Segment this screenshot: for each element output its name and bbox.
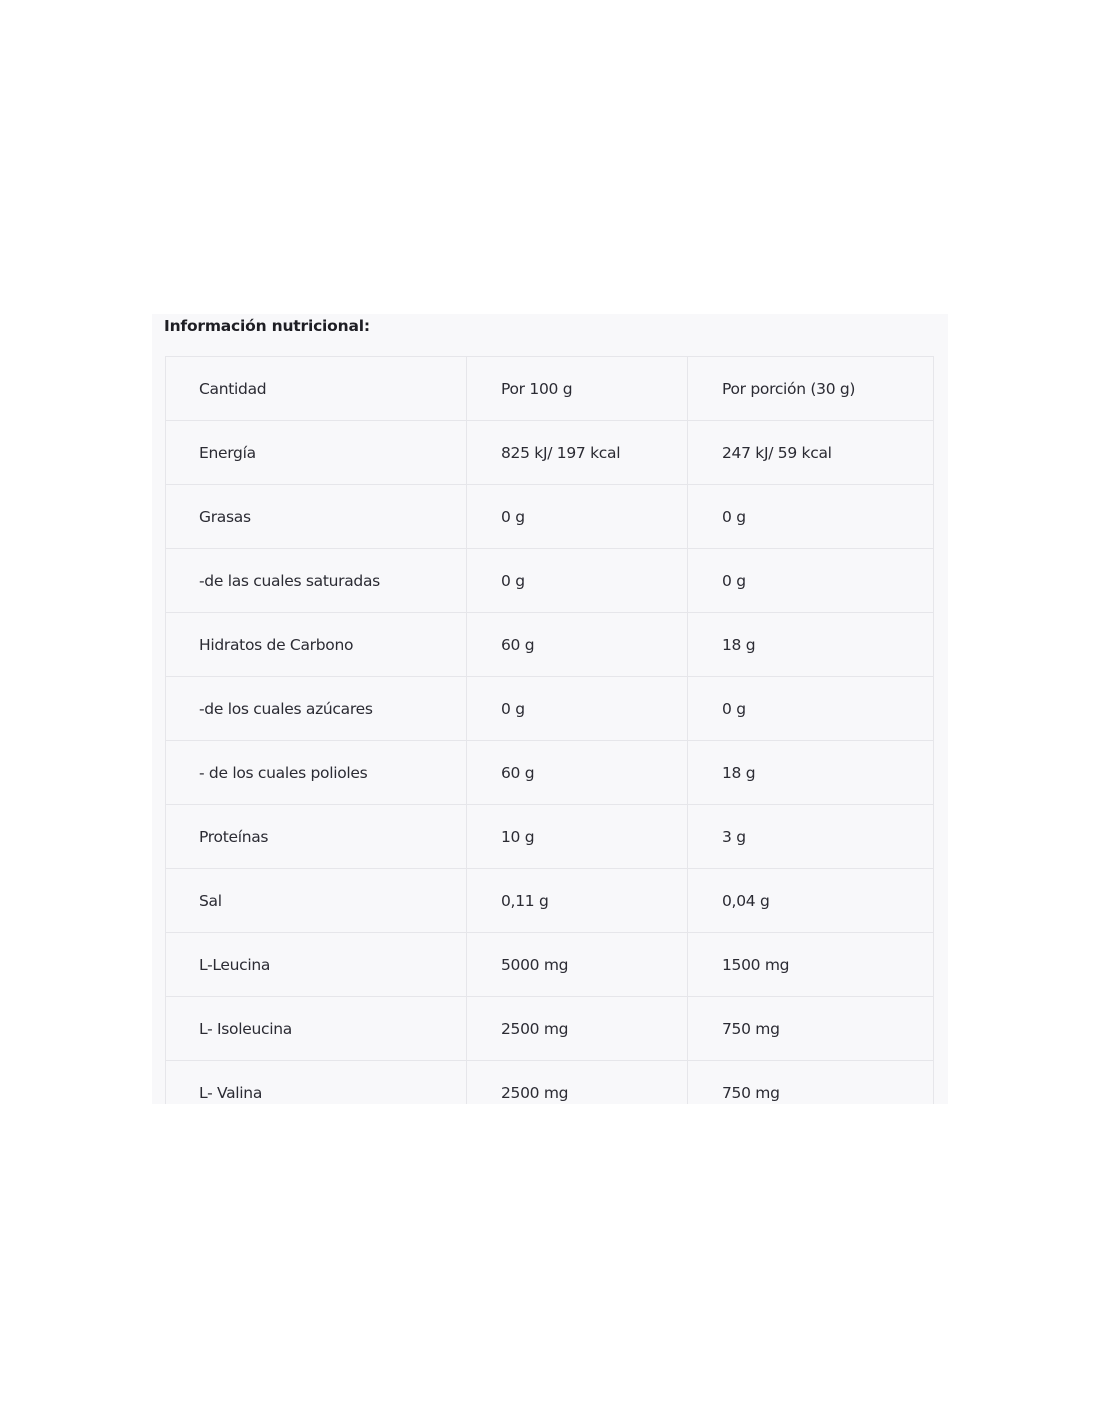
table-cell-nutrient: Sal xyxy=(166,869,467,933)
table-row xyxy=(166,1061,934,1105)
table-row xyxy=(166,933,934,997)
table-cell-per-portion: 18 g xyxy=(688,741,934,805)
table-cell-per-100g: 0,11 g xyxy=(467,869,688,933)
table-cell-per-portion: 0,04 g xyxy=(688,869,934,933)
table-row xyxy=(166,997,934,1061)
nutrition-panel xyxy=(152,314,948,1104)
table-cell-nutrient: L-Leucina xyxy=(166,933,467,997)
table-cell-nutrient: Grasas xyxy=(166,485,467,549)
table-row xyxy=(166,549,934,613)
table-cell-nutrient: -de las cuales saturadas xyxy=(166,549,467,613)
table-cell-nutrient: L- Isoleucina xyxy=(166,997,467,1061)
nutrition-table xyxy=(165,356,934,1104)
panel-title: Información nutricional: xyxy=(164,317,370,335)
table-cell-per-100g: 60 g xyxy=(467,741,688,805)
table-cell-per-portion: 18 g xyxy=(688,613,934,677)
table-row xyxy=(166,421,934,485)
table-cell-nutrient: Energía xyxy=(166,421,467,485)
table-cell-per-100g: 0 g xyxy=(467,485,688,549)
table-row xyxy=(166,741,934,805)
table-cell-per-portion: 1500 mg xyxy=(688,933,934,997)
table-row xyxy=(166,613,934,677)
table-row xyxy=(166,805,934,869)
table-cell-nutrient: L- Valina xyxy=(166,1061,467,1105)
table-cell-per-100g: 5000 mg xyxy=(467,933,688,997)
table-cell-per-100g: 60 g xyxy=(467,613,688,677)
table-cell-per-100g: 825 kJ/ 197 kcal xyxy=(467,421,688,485)
table-cell-per-portion: 0 g xyxy=(688,485,934,549)
table-cell-per-portion: 750 mg xyxy=(688,997,934,1061)
table-cell-per-portion: 750 mg xyxy=(688,1061,934,1105)
table-row xyxy=(166,357,934,421)
table-cell-nutrient: - de los cuales polioles xyxy=(166,741,467,805)
table-cell-per-100g: Por 100 g xyxy=(467,357,688,421)
table-cell-per-portion: 0 g xyxy=(688,677,934,741)
table-cell-per-100g: 2500 mg xyxy=(467,1061,688,1105)
table-cell-per-portion: 0 g xyxy=(688,549,934,613)
table-cell-nutrient: Cantidad xyxy=(166,357,467,421)
table-cell-per-100g: 0 g xyxy=(467,677,688,741)
table-row xyxy=(166,485,934,549)
table-cell-per-100g: 0 g xyxy=(467,549,688,613)
table-cell-nutrient: Proteínas xyxy=(166,805,467,869)
table-cell-per-portion: 247 kJ/ 59 kcal xyxy=(688,421,934,485)
table-cell-per-100g: 10 g xyxy=(467,805,688,869)
table-cell-per-portion: 3 g xyxy=(688,805,934,869)
table-row xyxy=(166,869,934,933)
table-cell-nutrient: -de los cuales azúcares xyxy=(166,677,467,741)
table-cell-nutrient: Hidratos de Carbono xyxy=(166,613,467,677)
table-row xyxy=(166,677,934,741)
table-cell-per-portion: Por porción (30 g) xyxy=(688,357,934,421)
table-cell-per-100g: 2500 mg xyxy=(467,997,688,1061)
